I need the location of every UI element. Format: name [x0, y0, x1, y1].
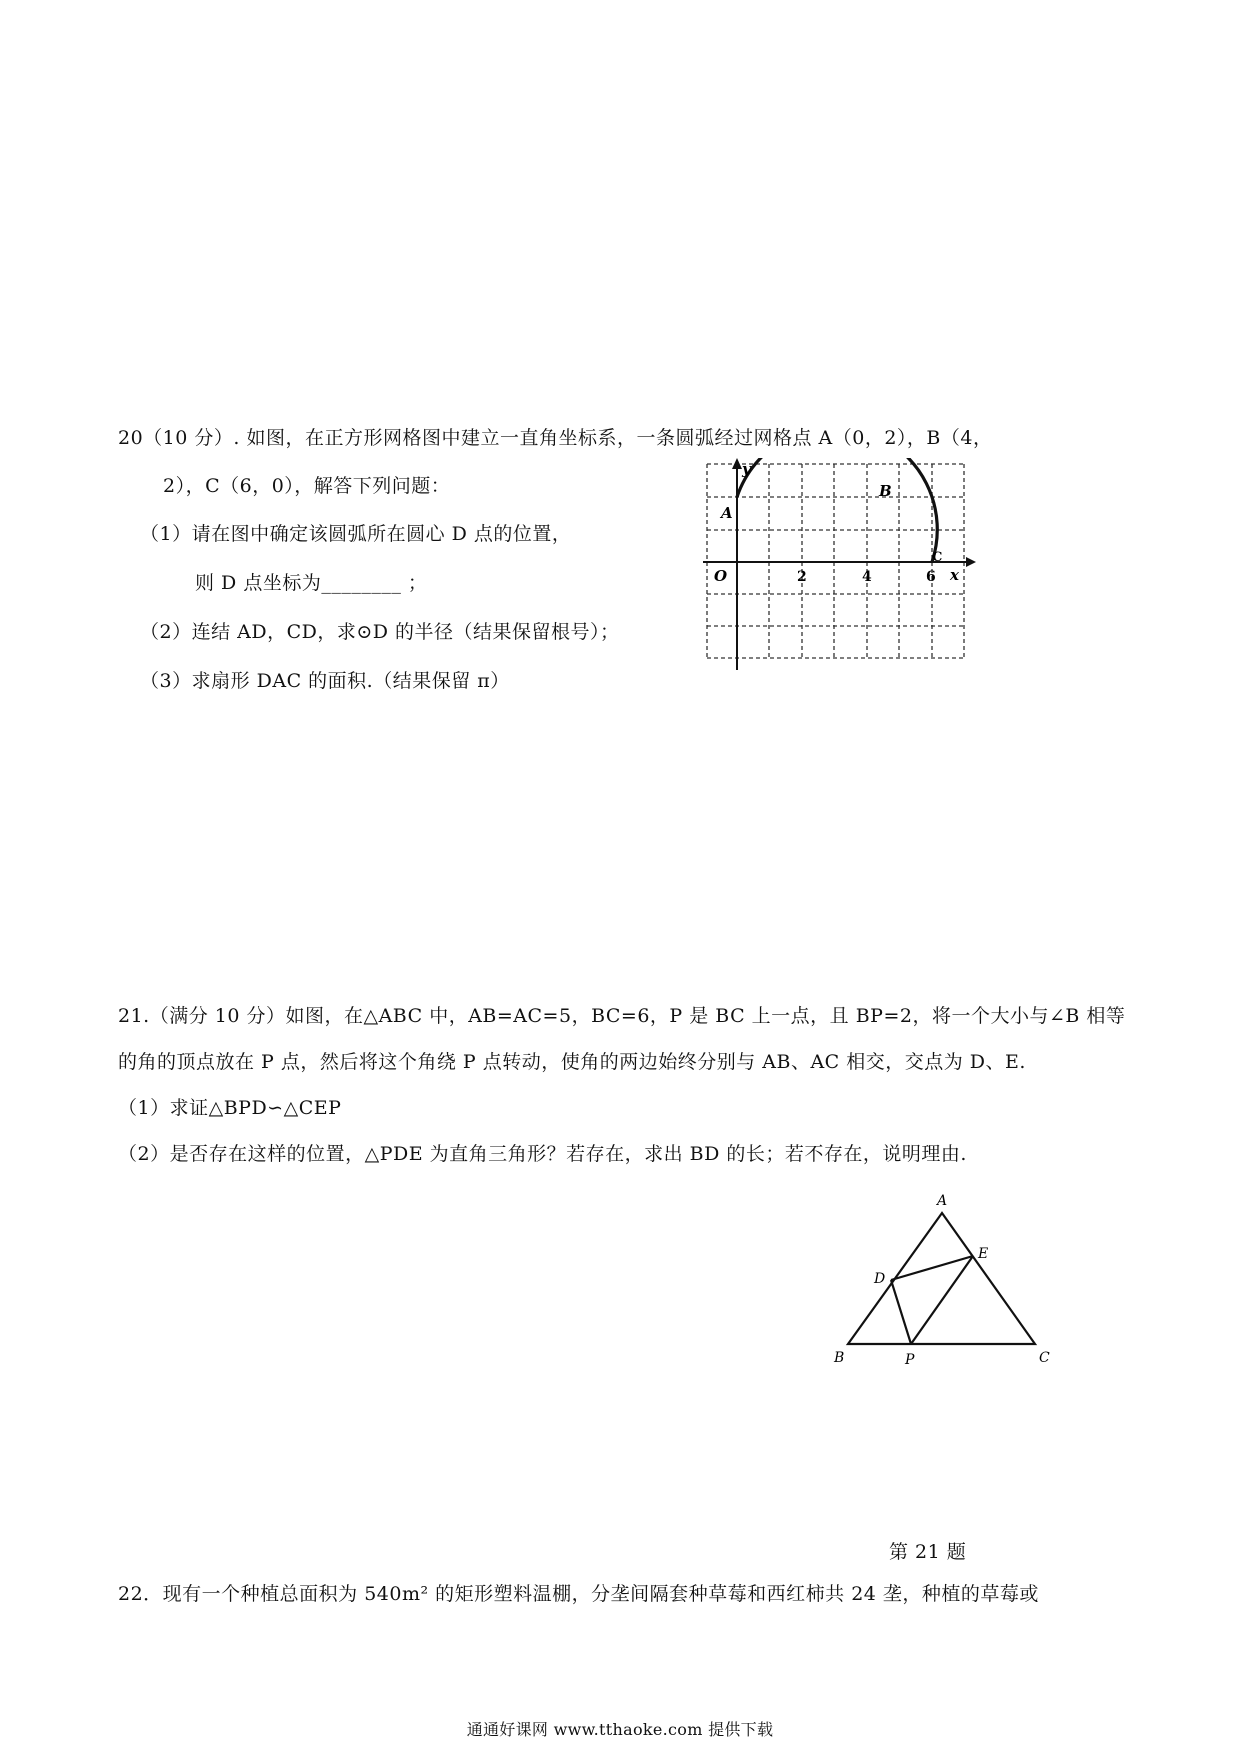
q20-sub3: （3）求扇形 DAC 的面积.（结果保留 π）: [140, 670, 510, 692]
x-axis-arrow-icon: [966, 557, 976, 567]
q21-sub2: （2）是否存在这样的位置，△PDE 为直角三角形？若存在，求出 BD 的长；若不存在，说明理由.: [118, 1143, 967, 1165]
q20-line1: 20（10 分）. 如图，在正方形网格图中建立一直角坐标系，一条圆弧经过网格点 A（0，2），B（4，: [118, 427, 993, 449]
vertex-b-label: B: [834, 1350, 845, 1366]
q21-line2: 的角的顶点放在 P 点，然后将这个角绕 P 点转动，使角的两边始终分别与 AB、AC 相交，交点为 D、E.: [118, 1051, 1026, 1073]
q21-line1: 21.（满分 10 分）如图，在△ABC 中，AB=AC=5，BC=6，P 是 BC 上一点，且 BP=2，将一个大小与∠B 相等: [118, 1005, 1126, 1027]
q20-coordinate-figure: [700, 458, 980, 678]
circular-arc: [737, 458, 937, 562]
vertex-a-label: A: [937, 1193, 948, 1209]
point-e-label: E: [978, 1246, 989, 1262]
point-c-label: C: [932, 550, 943, 565]
y-axis-arrow-icon: [732, 458, 742, 469]
q22-line1: 22．现有一个种植总面积为 540m² 的矩形塑料温棚，分垄间隔套种草莓和西红柿共 24 垄，种植的草莓或: [118, 1583, 1039, 1605]
tick-label-2: 2: [797, 569, 807, 585]
point-a-label: A: [721, 504, 733, 522]
vertex-c-label: C: [1039, 1350, 1050, 1366]
point-d-label: D: [874, 1271, 886, 1287]
q20-line2: 2），C（6，0），解答下列问题：: [163, 475, 451, 497]
q20-sub2: （2）连结 AD，CD，求⊙D 的半径（结果保留根号）；: [140, 621, 620, 643]
q20-sub1b: 则 D 点坐标为________ ；: [195, 572, 428, 594]
tick-label-6: 6: [926, 569, 936, 585]
page-footer: 通通好课网 www.tthaoke.com 提供下载: [466, 1720, 774, 1739]
point-b-label: B: [879, 482, 892, 500]
q21-triangle-figure: [820, 1188, 1060, 1373]
tick-label-4: 4: [862, 569, 872, 585]
point-p-label: P: [905, 1352, 915, 1368]
q21-figure-caption: 第 21 题: [889, 1541, 967, 1563]
y-axis-label: y: [742, 460, 751, 478]
q20-sub1: （1）请在图中确定该圆弧所在圆心 D 点的位置，: [140, 523, 572, 545]
origin-label: O: [714, 567, 728, 585]
segment-pe: [911, 1256, 973, 1344]
q21-sub1: （1）求证△BPD∽△CEP: [118, 1097, 342, 1119]
x-axis-label: x: [950, 566, 959, 584]
segment-pd: [891, 1280, 911, 1344]
